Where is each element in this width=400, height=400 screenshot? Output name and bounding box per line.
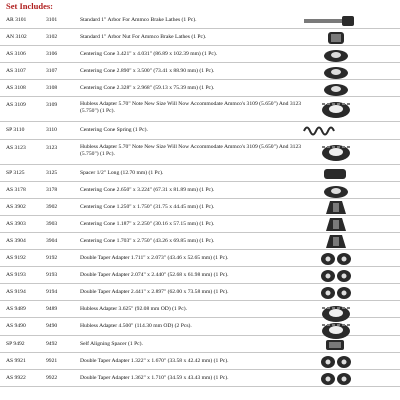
part-number: AS 3109 <box>6 102 26 109</box>
part-number: AS 9490 <box>6 323 26 330</box>
small-cone-icon <box>302 234 362 249</box>
item-number: 3178 <box>46 186 58 193</box>
list-item <box>0 46 400 63</box>
arbor-nut-icon <box>302 30 362 45</box>
double-taper-adapter-icon <box>302 268 362 283</box>
double-taper-adapter-icon <box>302 251 362 266</box>
part-number: SP 9492 <box>6 340 25 347</box>
item-number: 3106 <box>46 51 58 58</box>
item-description: Hubless Adapter 3.625" (92.08 mm OD) (1 Pc). <box>80 306 187 313</box>
part-number: AS 3902 <box>6 203 26 210</box>
list-item <box>0 216 400 233</box>
item-number: 9921 <box>46 357 58 364</box>
list-item <box>0 353 400 370</box>
spacer-icon <box>302 166 362 181</box>
hubless-adapter-icon <box>302 319 362 334</box>
set-includes-heading: Set Includes: <box>6 1 53 11</box>
hubless-adapter-icon <box>302 98 362 120</box>
item-number: 3110 <box>46 127 57 134</box>
item-description: Double Taper Adapter 2.074" x 2.440" (52.68 x 61.98 mm) (1 Pc). <box>80 272 229 279</box>
item-description: Standard 1" Arbor Nut For Ammco Brake Lathes (1 Pc). <box>80 34 207 41</box>
double-taper-adapter-icon <box>302 354 362 369</box>
part-number: AN 3102 <box>6 34 27 41</box>
item-number: 3108 <box>46 85 58 92</box>
part-number: AS 3106 <box>6 51 26 58</box>
list-item <box>0 301 400 318</box>
item-description: Centering Cone 2.328" x 2.968" (59.13 x 75.39 mm) (1 Pc). <box>80 85 215 92</box>
list-item <box>0 284 400 301</box>
item-number: 3903 <box>46 220 58 227</box>
part-number: AS 3903 <box>6 220 26 227</box>
part-number: AS 9194 <box>6 289 26 296</box>
item-number: 3102 <box>46 34 58 41</box>
list-item <box>0 12 400 29</box>
item-description: Spacer 1/2" Long (12.70 mm) (1 Pc). <box>80 169 164 176</box>
part-number: AS 9922 <box>6 374 26 381</box>
item-description: Standard 1" Arbor For Ammco Brake Lathes (1 Pc). <box>80 17 197 23</box>
hubless-adapter-icon <box>302 141 362 163</box>
part-number: AS 9921 <box>6 357 26 364</box>
small-cone-icon <box>302 200 362 215</box>
item-description: Double Taper Adapter 1.322" x 1.670" (33.58 x 42.42 mm) (1 Pc). <box>80 357 229 364</box>
list-item <box>0 250 400 267</box>
list-item <box>0 336 400 353</box>
item-description: Centering Cone 1.703" x 2.750" (43.26 x 69.85 mm) (1 Pc). <box>80 237 215 244</box>
item-number: 9489 <box>46 306 58 313</box>
item-description: Double Taper Adapter 1.362" x 1.710" (34.59 x 43.43 mm) (1 Pc). <box>80 374 229 381</box>
item-number: 9192 <box>46 255 58 262</box>
part-number: AS 3178 <box>6 186 26 193</box>
list-item <box>0 140 400 165</box>
part-number: SP 3110 <box>6 127 25 134</box>
item-description: Centering Cone 1.187" x 2.250" (30.16 x 57.15 mm) (1 Pc). <box>80 220 215 227</box>
item-description: Hubless Adapter 5.70" Note New Size Will Now Accommodate Ammco's 3109 (5.650") And 3123 (5.750") (1 Pc). <box>80 143 302 157</box>
list-item <box>0 370 400 387</box>
list-item <box>0 182 400 199</box>
item-number: 9194 <box>46 289 58 296</box>
item-description: Double Taper Adapter 1.711" x 2.073" (43.46 x 52.65 mm) (1 Pc). <box>80 255 229 262</box>
item-description: Hubless Adapter 4.500" (114.30 mm OD) (2 Pcs). <box>80 323 192 330</box>
item-description: Self Aligning Spacer (1 Pc). <box>80 340 143 347</box>
centering-cone-icon <box>302 64 362 79</box>
item-description: Hubless Adapter 5.70" Note New Size Will Now Accommodate Ammco's 3109 (5.650") And 3123 (5.750") (1 Pc). <box>80 101 302 115</box>
double-taper-adapter-icon <box>302 371 362 386</box>
list-item <box>0 199 400 216</box>
item-description: Centering Cone Spring (1 Pc). <box>80 127 148 134</box>
item-description: Centering Cone 3.421" x 4.031" (86.89 x 102.39 mm) (1 Pc). <box>80 51 218 58</box>
item-number: 3101 <box>46 17 58 23</box>
list-item <box>0 267 400 284</box>
double-taper-adapter-icon <box>302 285 362 300</box>
item-number: 3109 <box>46 102 58 109</box>
list-item <box>0 165 400 182</box>
item-number: 9492 <box>46 340 58 347</box>
list-item <box>0 63 400 80</box>
item-number: 3107 <box>46 68 58 75</box>
part-number: AS 3108 <box>6 85 26 92</box>
item-number: 3125 <box>46 169 58 176</box>
list-item <box>0 122 400 139</box>
spring-icon <box>302 123 362 138</box>
list-item <box>0 233 400 250</box>
parts-list <box>0 12 400 387</box>
centering-cone-icon <box>302 183 362 198</box>
part-number: AS 3123 <box>6 144 26 151</box>
part-number: AS 3904 <box>6 237 26 244</box>
item-description: Double Taper Adapter 2.441" x 2.897" (62.00 x 73.58 mm) (1 Pc). <box>80 289 229 296</box>
centering-cone-icon <box>302 47 362 62</box>
centering-cone-icon <box>302 81 362 96</box>
item-number: 9490 <box>46 323 58 330</box>
item-description: Centering Cone 2.650" x 3.224" (67.31 x 81.89 mm) (1 Pc). <box>80 186 215 193</box>
part-number: AS 9193 <box>6 272 26 279</box>
list-item <box>0 80 400 97</box>
item-number: 3902 <box>46 203 58 210</box>
list-item <box>0 97 400 122</box>
part-number: AR 3101 <box>6 17 27 23</box>
item-number: 9922 <box>46 374 58 381</box>
item-description: Centering Cone 1.250" x 1.750" (31.75 x 44.45 mm) (1 Pc). <box>80 203 215 210</box>
small-cone-icon <box>302 217 362 232</box>
item-description: Centering Cone 2.890" x 3.500" (73.41 x 88.90 mm) (1 Pc). <box>80 68 215 75</box>
item-number: 9193 <box>46 272 58 279</box>
list-item <box>0 29 400 46</box>
list-item <box>0 318 400 335</box>
part-number: AS 9192 <box>6 255 26 262</box>
self-aligning-spacer-icon <box>302 337 362 352</box>
item-number: 3904 <box>46 237 58 244</box>
arbor-icon <box>302 13 362 28</box>
part-number: AS 3107 <box>6 68 26 75</box>
item-number: 3123 <box>46 144 58 151</box>
hubless-adapter-icon <box>302 302 362 317</box>
part-number: AS 9489 <box>6 306 26 313</box>
part-number: SP 3125 <box>6 169 25 176</box>
